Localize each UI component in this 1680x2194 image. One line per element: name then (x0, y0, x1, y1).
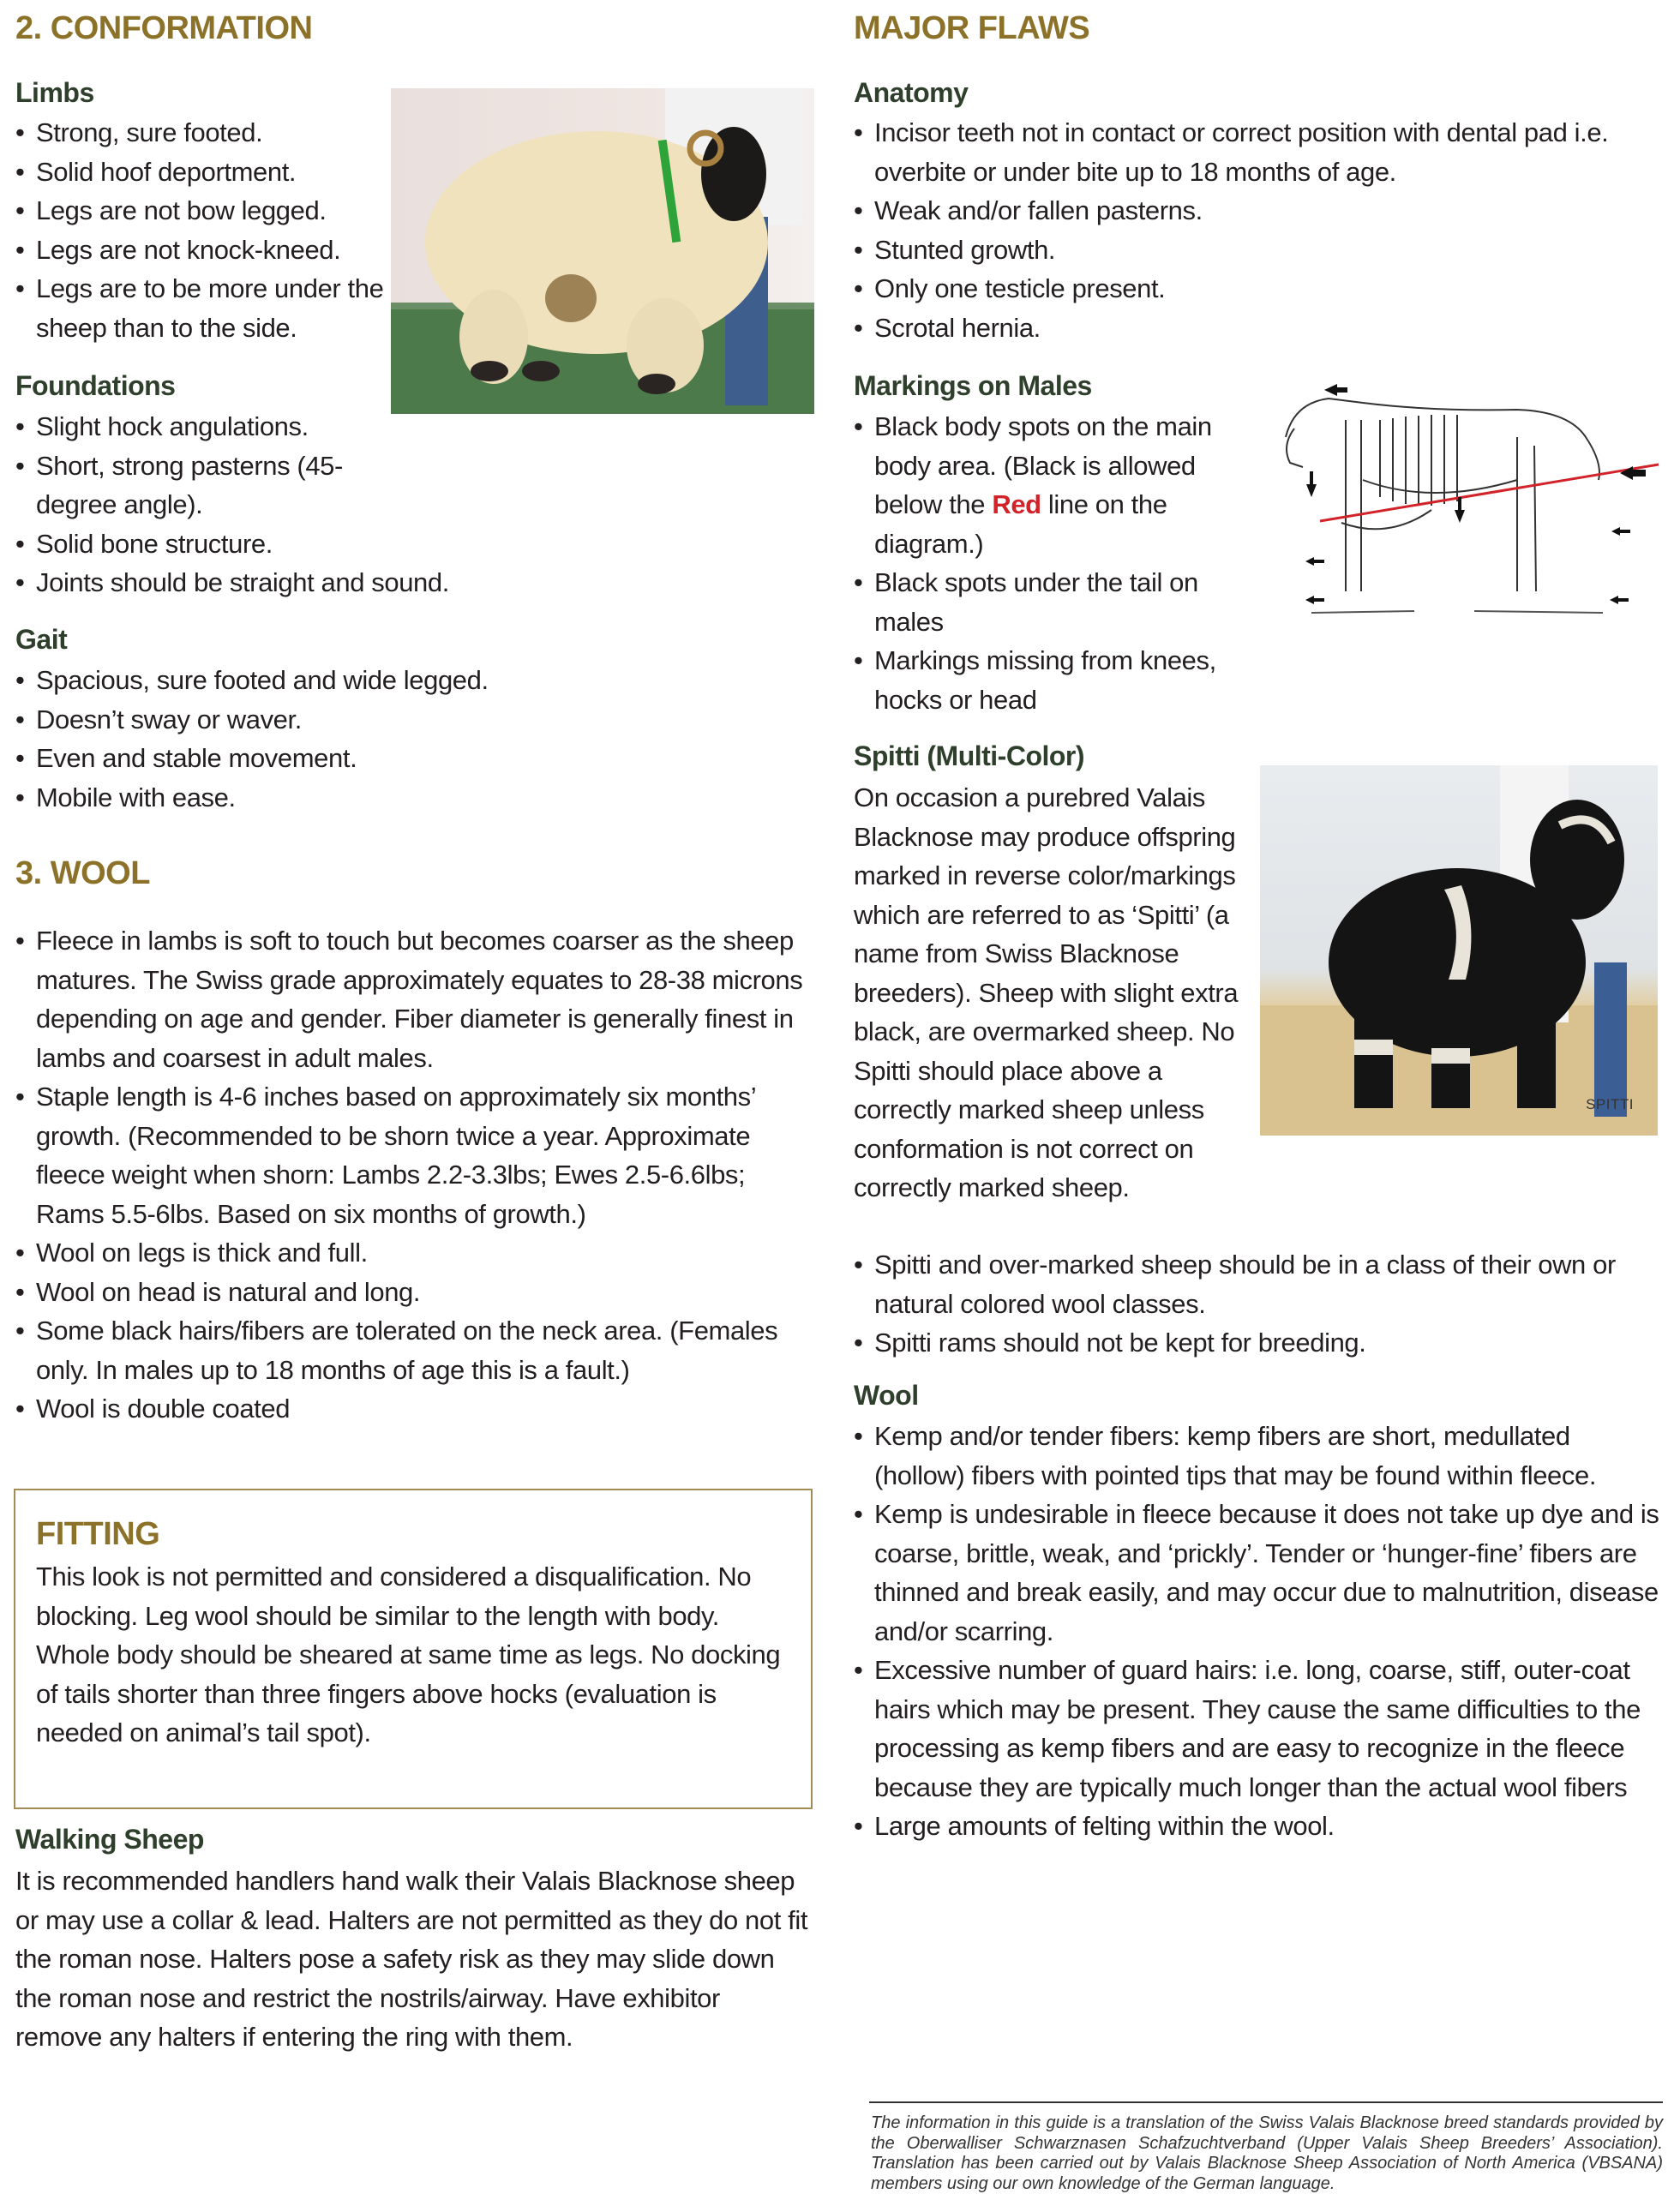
skeleton-diagram (1260, 369, 1663, 626)
list-item: • Slight hock angulations. (15, 407, 384, 447)
spitti-heading: Spitti (Multi-Color) (854, 740, 1085, 771)
list-item: • Strong, sure footed. (15, 113, 384, 153)
list-item: • Legs are not knock-kneed. (15, 231, 384, 270)
list-item: • Black body spots on the main body area. (Black is allowed below the Red line on the diagram.) (854, 407, 1239, 563)
list-item: • Excessive number of guard hairs: i.e. long, coarse, stiff, outer-coat hairs which may be present. They cause the same difficulties to the processing as kemp fibers and are easy to recognize in the fleece because they are typically much longer than the actual wool fibers (854, 1651, 1663, 1807)
footer-note: The information in this guide is a translation of the Swiss Valais Blacknose breed standards provided by the Oberwalliser Schwarznasen Schafzuchtverband (Upper Valais Sheep Breeders’ Association). Translation has been carried out by Valais Blacknose Sheep Association of North America (VBSANA) members using our own knowledge of the German language. (871, 2113, 1663, 2193)
list-item: • Wool is double coated (15, 1389, 808, 1429)
walking-sheep-heading: Walking Sheep (15, 1824, 204, 1855)
foundations-list (15, 407, 449, 602)
list-item: • Black spots under the tail on males (854, 563, 1239, 641)
wool-flaws-list (854, 1417, 1663, 1846)
fitting-box (14, 1489, 813, 1809)
markings-heading: Markings on Males (854, 370, 1092, 401)
foundations-heading: Foundations (15, 370, 176, 401)
sheep-image (391, 88, 814, 414)
anatomy-list (854, 113, 1663, 347)
spitti-photo-label: SPITTI (1586, 1096, 1634, 1112)
list-item: • Only one testicle present. (854, 269, 1663, 309)
list-item: • Markings missing from knees, hocks or head (854, 641, 1239, 719)
list-item: • Spitti and over-marked sheep should be in a class of their own or natural colored wool classes. (854, 1245, 1663, 1323)
footer-divider (869, 2101, 1663, 2103)
list-item: • Short, strong pasterns (45-degree angle). (15, 447, 384, 525)
list-item: • Kemp is undesirable in fleece because it does not take up dye and is coarse, brittle, weak, and ‘prickly’. Tender or ‘hunger-fine’ fibers are thinned and break easily, and may occur due to malnutrition, disease and/or scarring. (854, 1495, 1663, 1651)
spitti-list (854, 1245, 1663, 1363)
list-item: • Solid bone structure. (15, 525, 550, 564)
spitti-body: On occasion a purebred Valais Blacknose may produce offspring marked in reverse color/markings which are referred to as ‘Spitti’ (a name from Swiss Blacknose breeders). Sheep with slight extra black, are overmarked sheep. No Spitti should place above a correctly marked sheep unless conformation is not correct on correctly marked sheep. (854, 782, 1239, 1202)
limbs-heading: Limbs (15, 77, 94, 108)
list-item: • Mobile with ease. (15, 778, 804, 818)
wool-flaws-heading: Wool (854, 1380, 919, 1411)
list-item: • Fleece in lambs is soft to touch but becomes coarser as the sheep matures. The Swiss grade approximately equates to 28-38 microns depending on age and gender. Fiber diameter is generally finest in lambs and coarsest in adult males. (15, 921, 808, 1077)
list-item: • Doesn’t sway or waver. (15, 700, 804, 740)
major-flaws-title: MAJOR FLAWS (854, 10, 1090, 46)
gait-heading: Gait (15, 624, 68, 655)
list-item: • Large amounts of felting within the wool. (854, 1807, 1663, 1846)
fitting-title: FITTING (36, 1516, 160, 1552)
markings-list (854, 407, 1239, 719)
list-item: • Kemp and/or tender fibers: kemp fibers are short, medullated (hollow) fibers with pointed tips that may be found within fleece. (854, 1417, 1663, 1495)
black-sheep-image (1260, 765, 1658, 1136)
wool-list (15, 921, 808, 1429)
limbs-list (15, 113, 384, 347)
sheep-skeleton-icon (1260, 369, 1663, 626)
list-item: • Staple length is 4-6 inches based on approximately six months’ growth. (Recommended to be shorn twice a year. Approximate fleece weight when shorn: Lambs 2.2-3.3lbs; Ewes 2.5-6.6lbs; Rams 5.5-6lbs. Based on six months of growth.) (15, 1077, 808, 1233)
list-item: • Spacious, sure footed and wide legged. (15, 661, 804, 700)
wool-title: 3. WOOL (15, 855, 150, 891)
list-item: • Spitti rams should not be kept for breeding. (854, 1323, 1663, 1363)
conformation-title: 2. CONFORMATION (15, 10, 313, 46)
list-item: • Legs are to be more under the sheep than to the side. (15, 269, 384, 347)
list-item: • Stunted growth. (854, 231, 1663, 270)
list-item: • Joints should be straight and sound. (15, 563, 636, 602)
spitti-photo (1260, 765, 1658, 1136)
list-item: • Weak and/or fallen pasterns. (854, 191, 1663, 231)
list-item: • Solid hoof deportment. (15, 153, 384, 192)
list-item: • Scrotal hernia. (854, 309, 1663, 348)
list-item: • Wool on legs is thick and full. (15, 1233, 808, 1273)
red-highlight: Red (992, 489, 1041, 519)
gait-list (15, 661, 804, 817)
anatomy-heading: Anatomy (854, 77, 969, 108)
white-ram-photo (391, 88, 814, 414)
walking-sheep-body: It is recommended handlers hand walk their Valais Blacknose sheep or may use a collar & lead. Halters are not permitted as they do not fit the roman nose. Halters pose a safety risk as they may slide down the roman nose and restrict the nostrils/airway. Have exhibitor remove any halters if entering the ring with them. (15, 1866, 808, 2052)
list-item: • Some black hairs/fibers are tolerated on the neck area. (Females only. In males up to 18 months of age this is a fault.) (15, 1311, 808, 1389)
fitting-body: This look is not permitted and considered a disqualification. No blocking. Leg wool should be similar to the length with body. Whole body should be sheared at same time as legs. No docking of tails shorter than three fingers above hocks (evaluation is needed on animal’s tail spot). (36, 1562, 781, 1747)
list-item: • Incisor teeth not in contact or correct position with dental pad i.e. overbite or under bite up to 18 months of age. (854, 113, 1663, 191)
list-item: • Legs are not bow legged. (15, 191, 384, 231)
list-item: • Wool on head is natural and long. (15, 1273, 808, 1312)
list-item: • Even and stable movement. (15, 739, 804, 778)
